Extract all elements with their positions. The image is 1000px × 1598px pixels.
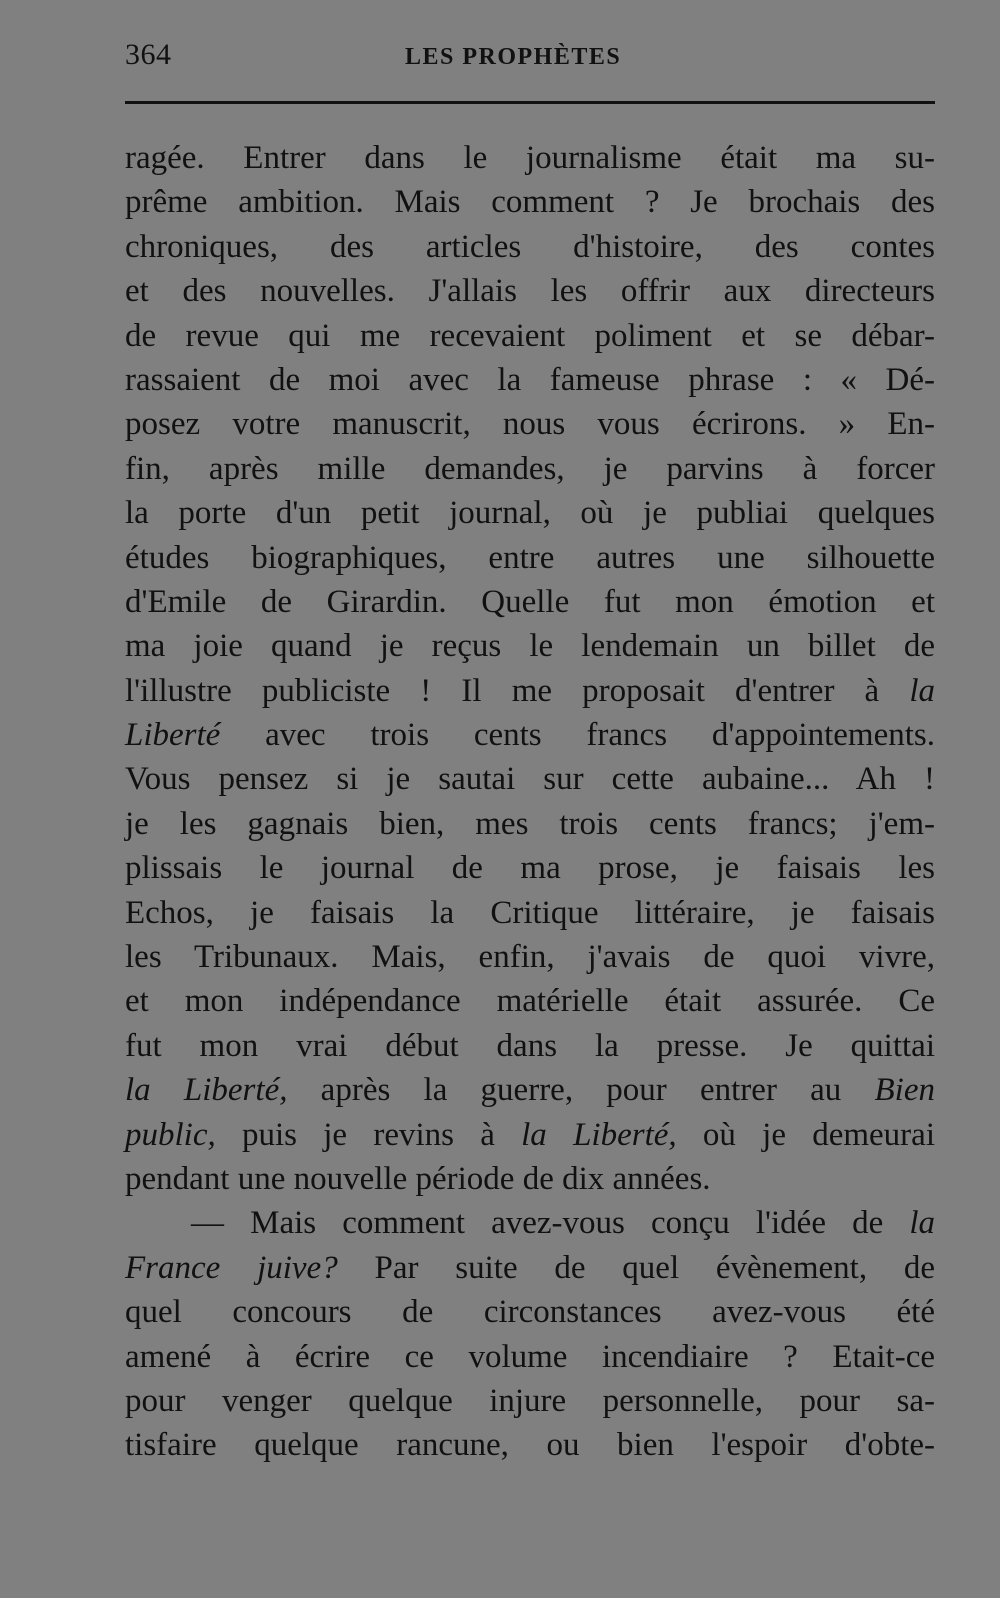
italic-text: France juive? xyxy=(125,1249,338,1286)
text-segment: l'illustre publiciste ! Il me proposait d'entrer à xyxy=(125,672,910,709)
italic-text: public, xyxy=(125,1116,216,1153)
text-segment: et des nouvelles. J'allais les offrir aux directeurs xyxy=(125,273,935,310)
text-line xyxy=(125,402,935,446)
text-segment: études biographiques, entre autres une silhouette xyxy=(125,539,935,576)
text-line xyxy=(125,1379,935,1423)
text-line xyxy=(125,358,935,402)
text-line xyxy=(125,1068,935,1112)
text-segment: fut mon vrai début dans la presse. Je quittai xyxy=(125,1027,935,1064)
header-rule xyxy=(125,101,935,104)
text-line xyxy=(125,1201,935,1245)
text-segment: prême ambition. Mais comment ? Je brochais des xyxy=(125,184,935,221)
italic-text: Bien xyxy=(874,1072,935,1109)
text-line xyxy=(125,580,935,624)
text-line xyxy=(125,1024,935,1068)
text-segment: la porte d'un petit journal, où je publiai quelques xyxy=(125,495,935,532)
text-segment: puis je revins à xyxy=(215,1116,522,1153)
text-segment: je les gagnais bien, mes trois cents francs; j'em- xyxy=(125,805,935,842)
page-header xyxy=(125,36,935,76)
text-segment: Par suite de quel évènement, de xyxy=(337,1249,935,1286)
text-segment: de revue qui me recevaient poliment et se débar- xyxy=(125,317,935,354)
italic-text: la xyxy=(909,672,935,709)
text-segment: rassaient de moi avec la fameuse phrase : « Dé- xyxy=(125,361,935,398)
text-segment: amené à écrire ce volume incendiaire ? Etait-ce xyxy=(125,1338,935,1375)
text-line xyxy=(125,269,935,313)
text-line xyxy=(125,757,935,801)
text-segment: tisfaire quelque rancune, ou bien l'espoir d'obte- xyxy=(125,1427,935,1464)
text-line xyxy=(125,180,935,224)
text-line xyxy=(125,1423,935,1467)
text-line xyxy=(125,136,935,180)
text-line xyxy=(125,491,935,535)
text-line xyxy=(125,624,935,668)
text-segment: ragée. Entrer dans le journalisme était ma su- xyxy=(125,140,935,176)
running-title: LES PROPHÈTES xyxy=(405,44,622,70)
text-segment: et mon indépendance matérielle était assurée. Ce xyxy=(125,983,935,1020)
text-segment: les Tribunaux. Mais, enfin, j'avais de quoi vivre, xyxy=(125,939,935,976)
text-segment: pendant une nouvelle période de dix années. xyxy=(125,1160,711,1197)
text-segment: après la guerre, pour entrer au xyxy=(287,1072,875,1109)
text-line xyxy=(125,669,935,713)
text-line xyxy=(125,713,935,757)
text-line xyxy=(125,935,935,979)
text-line xyxy=(125,891,935,935)
text-segment: — Mais comment avez-vous conçu l'idée de xyxy=(125,1205,910,1242)
text-line xyxy=(125,225,935,269)
text-line xyxy=(125,1246,935,1290)
text-line xyxy=(125,802,935,846)
italic-text: la xyxy=(909,1205,935,1242)
text-segment: Vous pensez si je sautai sur cette aubaine... Ah ! xyxy=(125,761,935,798)
text-segment: quel concours de circonstances avez-vous été xyxy=(125,1294,935,1331)
page-number: 364 xyxy=(125,38,172,71)
text-segment: pour venger quelque injure personnelle, pour sa- xyxy=(125,1382,935,1419)
text-line xyxy=(125,447,935,491)
italic-text: Liberté xyxy=(125,717,221,754)
text-line xyxy=(125,979,935,1023)
text-segment: Echos, je faisais la Critique littéraire, je faisais xyxy=(125,894,935,931)
text-segment: avec trois cents francs d'appointements. xyxy=(220,717,935,754)
text-segment: d'Emile de Girardin. Quelle fut mon émotion et xyxy=(125,583,935,620)
text-segment: posez votre manuscrit, nous vous écrirons. » En- xyxy=(125,406,935,443)
text-segment: où je demeurai xyxy=(676,1116,935,1153)
text-line xyxy=(125,536,935,580)
text-line xyxy=(125,1113,935,1157)
text-segment: ma joie quand je reçus le lendemain un billet de xyxy=(125,628,935,665)
text-segment: plissais le journal de ma prose, je faisais les xyxy=(125,850,935,887)
text-segment: fin, après mille demandes, je parvins à forcer xyxy=(125,450,935,487)
text-line xyxy=(125,1335,935,1379)
text-line xyxy=(125,846,935,890)
body-text xyxy=(125,136,935,1468)
text-line xyxy=(125,314,935,358)
text-line xyxy=(125,1290,935,1334)
text-line xyxy=(125,1157,935,1201)
italic-text: la Liberté, xyxy=(521,1116,677,1153)
italic-text: la Liberté, xyxy=(125,1072,288,1109)
text-segment: chroniques, des articles d'histoire, des contes xyxy=(125,228,935,265)
